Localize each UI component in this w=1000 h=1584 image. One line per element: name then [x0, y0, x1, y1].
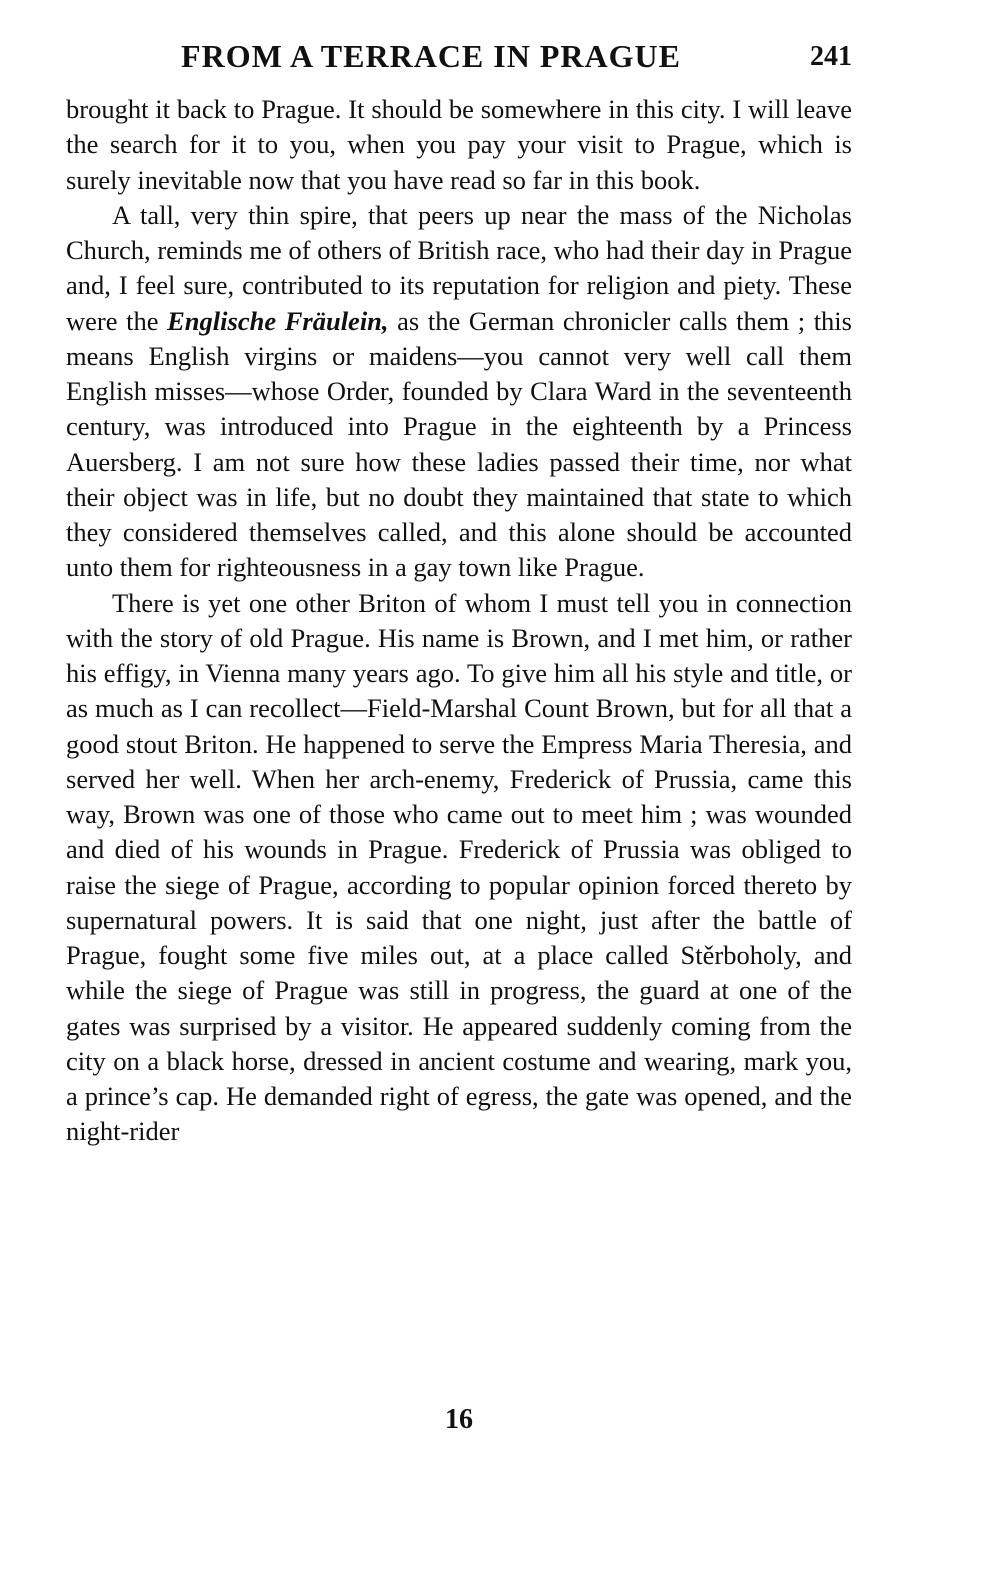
running-head [66, 36, 852, 80]
paragraph [66, 198, 852, 586]
text-run: as the German chronicler calls them ; this means English virgins or maidens—you cannot very well call them English misses—whose Order, founded by Clara Ward in the seventeenth century, was introduced into Prague in the eighteenth by a Princess Auersberg. I am not sure how these ladies passed their time, nor what their object was in life, but no doubt they maintained that state to which they considered themselves called, and this alone should be accounted unto them for righteousness in a gay town like Prague. [66, 305, 852, 583]
page-number: 241 [810, 41, 852, 72]
running-title: FROM A TERRACE IN PRAGUE [181, 38, 681, 74]
paragraph [66, 586, 852, 1150]
italic-text-run: Englische Fräulein, [167, 305, 389, 336]
body-text [66, 92, 852, 1150]
text-run: There is yet one other Briton of whom I must tell you in connection with the story of old Prague. His name is Brown, and I met him, or rather his effigy, in Vienna many years ago. To give him all his style and title, or as much as I can recollect—Field-Marshal Count Brown, but for all that a good stout Briton. He happened to serve the Empress Maria Theresia, and served her well. When her arch-enemy, Frederick of Prussia, came this way, Brown was one of those who came out to meet him ; was wounded and died of his wounds in Prague. Frederick of Prussia was obliged to raise the siege of Prague, according to popular opinion forced thereto by supernatural powers. It is said that one night, just after the battle of Prague, fought some five miles out, at a place called Stěrboholy, and while the siege of Prague was still in progress, the guard at one of the gates was surprised by a visitor. He appeared suddenly coming from the city on a black horse, dressed in ancient costume and wearing, mark you, a prince’s cap. He demanded right of egress, the gate was opened, and the night-rider [66, 587, 852, 1147]
signature-mark: 16 [445, 1404, 473, 1435]
text-run: A tall, very thin spire, that peers up near the mass of the Nicholas Church, reminds me of others of British race, who had their day in Prague and, I feel sure, contributed to its reputation for religion and piety. These were the [66, 199, 852, 336]
paragraph [66, 92, 852, 198]
text-run: brought it back to Prague. It should be somewhere in this city. I will leave the search for it to you, when you pay your visit to Prague, which is surely inevitable now that you have read so far in this book. [66, 94, 852, 195]
book-page [66, 36, 852, 1150]
